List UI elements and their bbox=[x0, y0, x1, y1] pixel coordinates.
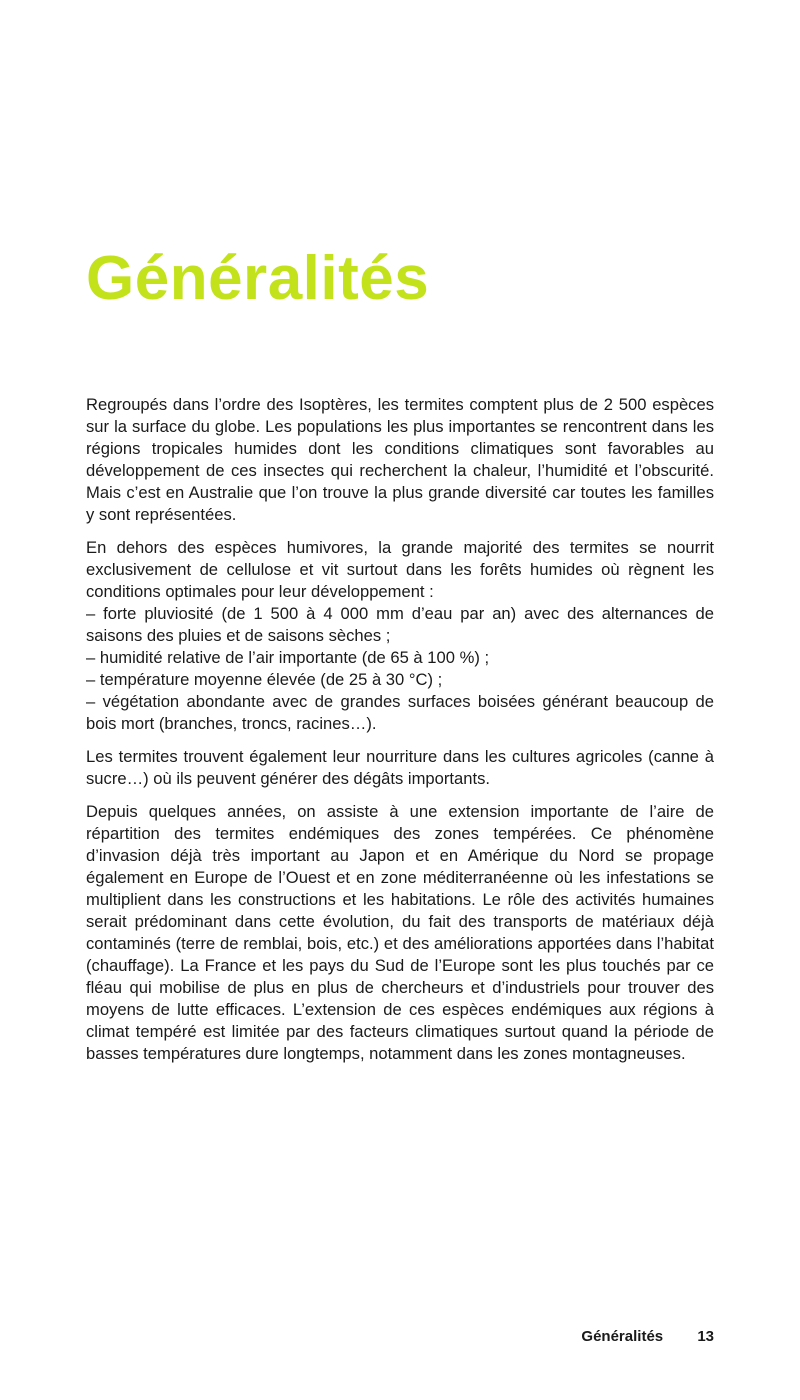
page-footer bbox=[581, 1328, 714, 1345]
list-item: – forte pluviosité (de 1 500 à 4 000 mm d’eau par an) avec des alternances de saisons des pluies et de saisons sèches ; bbox=[86, 604, 714, 645]
paragraph-intro: Regroupés dans l’ordre des Isoptères, les termites comptent plus de 2 500 espèces sur la surface du globe. Les populations les plus importantes se rencontrent dans les régions tropicales humides dont les conditions climatiques sont favorables au développement de ces insectes qui recherchent la chaleur, l’humidité et l’obscurité. Mais c’est en Australie que l’on trouve la plus grande diversité car toutes les familles y sont représentées. bbox=[86, 395, 714, 524]
paragraph-extension: Depuis quelques années, on assiste à une extension importante de l’aire de répartition des termites endémiques des zones tempérées. Ce phénomène d’invasion déjà très important au Japon et en Amérique du Nord se propage également en Europe de l’Ouest et en zone méditerranéenne où les infestations se multiplient dans les constructions et les habitations. Le rôle des activités humaines serait prédominant dans cette évolution, du fait des transports de matériaux déjà contaminés (terre de remblai, bois, etc.) et des améliorations apportées dans l’habitat (chauffage). La France et les pays du Sud de l’Europe sont les plus touchés par ce fléau qui mobilise de plus en plus de chercheurs et d’industriels pour trouver des moyens de lutte efficaces. L’extension de ces espèces endémiques aux régions à climat tempéré est limitée par des facteurs climatiques surtout quand la période de basses températures dure longtemps, notamment dans les zones montagneuses. bbox=[86, 802, 714, 1063]
list-item: – humidité relative de l’air importante (de 65 à 100 %) ; bbox=[86, 648, 490, 667]
page-number: 13 bbox=[697, 1328, 714, 1345]
conditions-list bbox=[86, 603, 714, 735]
list-item: – température moyenne élevée (de 25 à 30 °C) ; bbox=[86, 670, 443, 689]
list-item: – végétation abondante avec de grandes surfaces boisées générant beaucoup de bois mort (branches, troncs, racines…). bbox=[86, 692, 714, 733]
body-text bbox=[86, 394, 714, 1076]
paragraph-crops: Les termites trouvent également leur nourriture dans les cultures agricoles (canne à sucre…) où ils peuvent générer des dégâts importants. bbox=[86, 747, 714, 788]
footer-section-title: Généralités bbox=[581, 1328, 664, 1345]
page-title: Généralités bbox=[86, 244, 430, 313]
paragraph-diet: En dehors des espèces humivores, la grande majorité des termites se nourrit exclusivement de cellulose et vit surtout dans les forêts humides où règnent les conditions optimales pour leur développement : bbox=[86, 538, 714, 601]
